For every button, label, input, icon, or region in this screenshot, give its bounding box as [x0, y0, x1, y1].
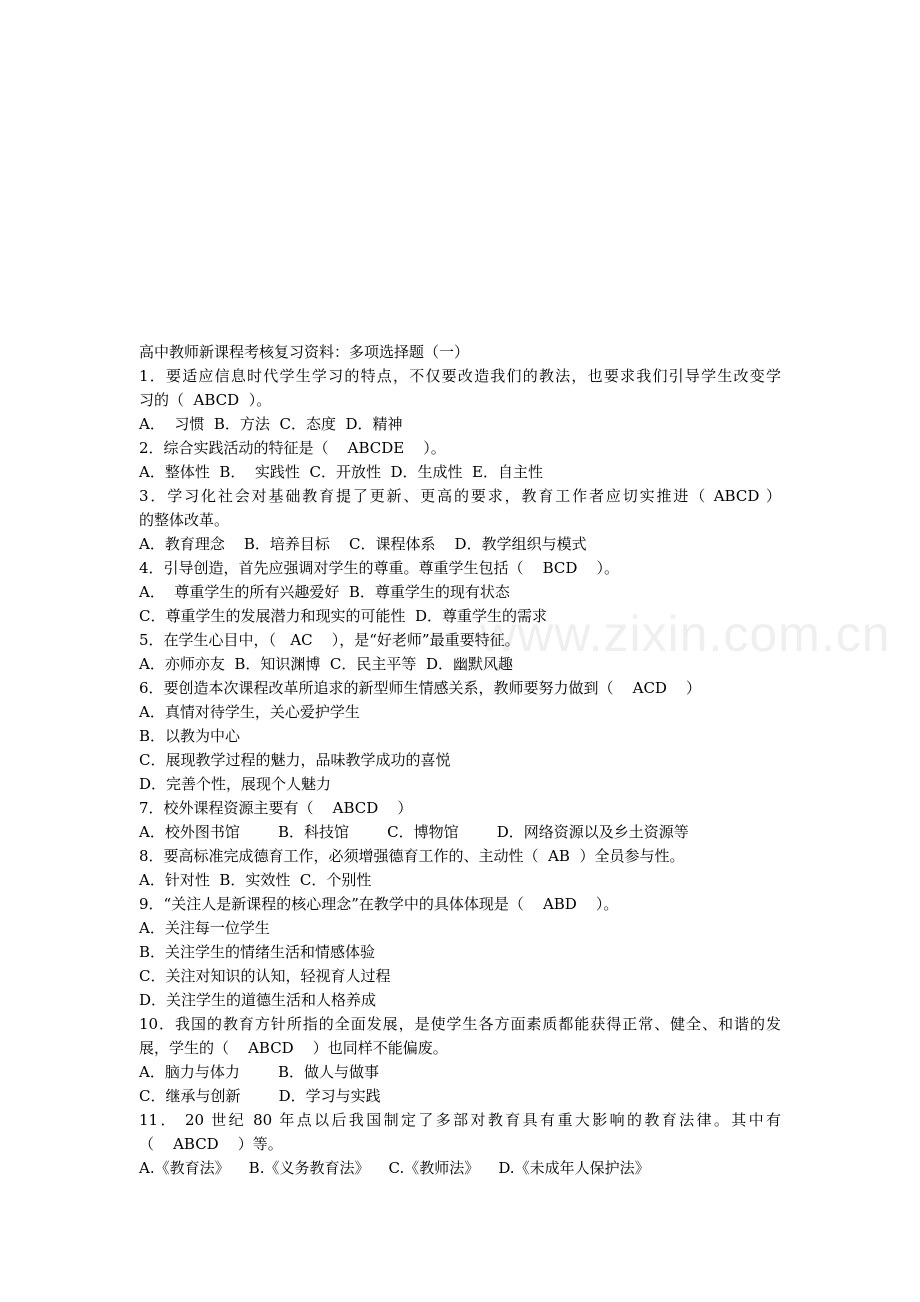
question-1-text: 1．要适应信息时代学生学习的特点，不仅要改造我们的教法，也要求我们引导学生改变学 [139, 367, 781, 385]
question-10-text: 10．我国的教育方针所指的全面发展，是使学生各方面素质都能获得正常、健全、和谐的发 [139, 1015, 781, 1033]
question-3-options: A．教育理念 B．培养目标 C．课程体系 D．教学组织与模式 [139, 535, 587, 553]
question-3-text: 3．学习化社会对基础教育提了更新、更高的要求，教育工作者应切实推进（ ABCD ） [139, 487, 781, 505]
question-4-options-ab: A． 尊重学生的所有兴趣爱好 B．尊重学生的现有状态 [139, 583, 510, 601]
question-10-options-ab: A．脑力与体力 B．做人与做事 [139, 1063, 380, 1081]
question-1-text-cont: 习的（ ABCD ）。 [139, 391, 272, 409]
question-9-option-b: B．关注学生的情绪生活和情感体验 [139, 943, 376, 961]
question-7-text: 7．校外课程资源主要有（ ABCD ） [139, 799, 413, 817]
question-9-option-a: A．关注每一位学生 [139, 919, 270, 937]
question-10-options-cd: C．继承与创新 D．学习与实践 [139, 1087, 381, 1105]
question-10-text-cont: 展，学生的（ ABCD ）也同样不能偏废。 [139, 1039, 448, 1057]
question-4-options-cd: C．尊重学生的发展潜力和现实的可能性 D．尊重学生的需求 [139, 607, 548, 625]
question-7-options: A．校外图书馆 B．科技馆 C．博物馆 D．网络资源以及乡土资源等 [139, 823, 689, 841]
question-11-text: 11． 20 世纪 80 年点以后我国制定了多部对教育具有重大影响的教育法律。其中有 [139, 1111, 781, 1129]
watermark-text: www.zixin.com.cn [480, 606, 891, 662]
question-8-text: 8．要高标准完成德育工作，必须增强德育工作的、主动性（ AB ）全员参与性。 [139, 847, 685, 865]
document-title: 高中教师新课程考核复习资料：多项选择题（一） [139, 343, 470, 361]
question-3-text-cont: 的整体改革。 [139, 511, 230, 529]
question-8-options: A．针对性 B．实效性 C．个别性 [139, 871, 372, 889]
question-6-option-c: C．展现教学过程的魅力，品味教学成功的喜悦 [139, 751, 451, 769]
question-6-option-b: B．以教为中心 [139, 727, 241, 745]
question-9-text: 9．“关注人是新课程的核心理念”在教学中的具体体现是（ ABD ）。 [139, 895, 619, 913]
question-5-text: 5．在学生心目中，（ AC ），是“好老师”最重要特征。 [139, 631, 520, 649]
question-4-text: 4．引导创造，首先应强调对学生的尊重。尊重学生包括（ BCD ）。 [139, 559, 619, 577]
question-6-option-d: D．完善个性，展现个人魅力 [139, 775, 332, 793]
question-5-options: A．亦师亦友 B．知识渊博 C．民主平等 D．幽默风趣 [139, 655, 513, 673]
question-6-option-a: A．真情对待学生，关心爱护学生 [139, 703, 360, 721]
question-6-text: 6．要创造本次课程改革所追求的新型师生情感关系，教师要努力做到（ ACD ） [139, 679, 702, 697]
question-11-options: A.《教育法》 B.《义务教育法》 C.《教师法》 D.《未成年人保护法》 [139, 1159, 650, 1177]
question-11-text-cont: （ ABCD ）等。 [139, 1135, 283, 1153]
question-9-option-c: C．关注对知识的认知，轻视育人过程 [139, 967, 391, 985]
document-body [139, 340, 781, 1180]
question-9-option-d: D．关注学生的道德生活和人格养成 [139, 991, 377, 1009]
question-1-options: A． 习惯 B．方法 C．态度 D．精神 [139, 415, 403, 433]
question-2-text: 2．综合实践活动的特征是（ ABCDE ）。 [139, 439, 446, 457]
question-2-options: A．整体性 B． 实践性 C．开放性 D．生成性 E．自主性 [139, 463, 543, 481]
